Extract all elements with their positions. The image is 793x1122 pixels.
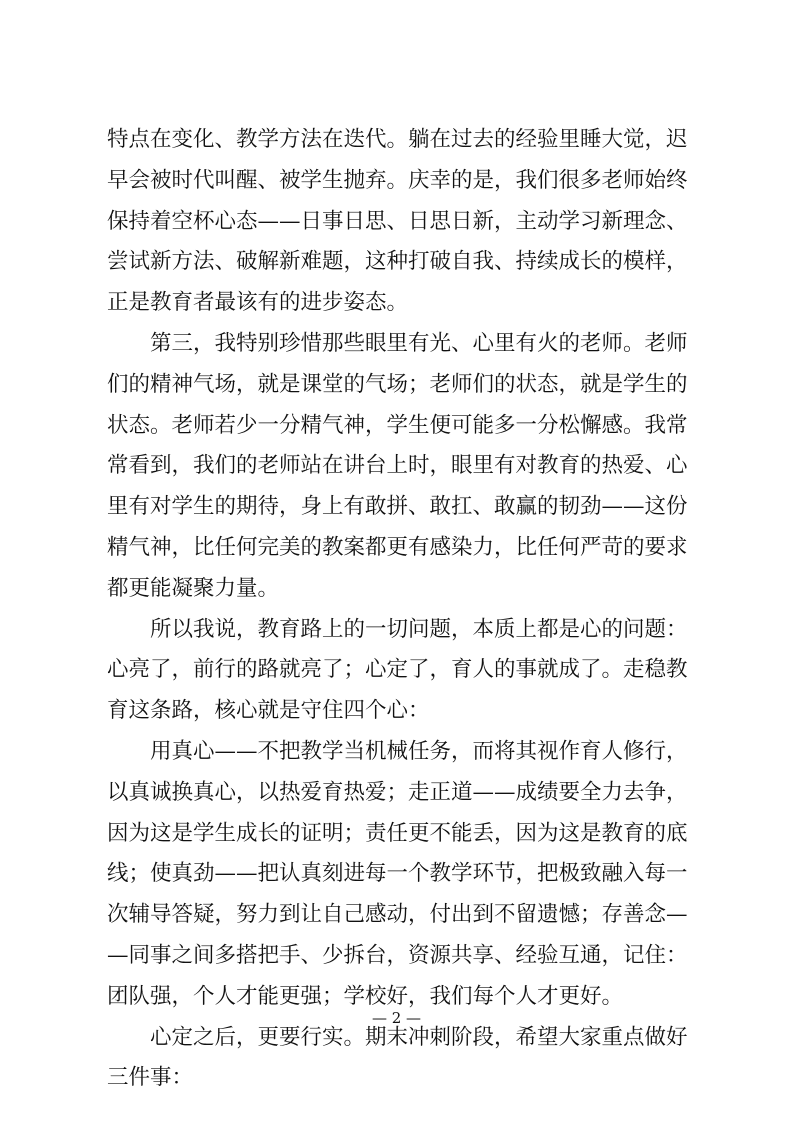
body-text xyxy=(107,120,687,1099)
text-line: 里有对学生的期待，身上有敢拼、敢扛、敢赢的韧劲——这份 xyxy=(107,494,688,520)
text-line: 所以我说，教育路上的一切问题，本质上都是心的问题： xyxy=(150,616,688,642)
text-line: —同事之间多搭把手、少拆台，资源共享、经验互通，记住： xyxy=(107,942,688,968)
text-line: 育这条路，核心就是守住四个心： xyxy=(107,698,430,724)
text-line: 正是教育者最该有的进步姿态。 xyxy=(107,290,409,316)
text-line: 特点在变化、教学方法在迭代。躺在过去的经验里睡大觉，迟 xyxy=(107,127,688,152)
text-line: 线；使真劲——把认真刻进每一个教学环节，把极致融入每一 xyxy=(107,861,688,887)
text-line: 因为这是学生成长的证明；责任更不能丢，因为这是教育的底 xyxy=(107,820,688,846)
text-line: 用真心——不把教学当机械任务，而将其视作育人修行， xyxy=(150,738,688,764)
text-line: 三件事： xyxy=(107,1065,194,1091)
text-line: 状态。老师若少一分精气神，学生便可能多一分松懈感。我常 xyxy=(107,412,688,438)
text-line: 早会被时代叫醒、被学生抛弃。庆幸的是，我们很多老师始终 xyxy=(107,167,688,193)
text-line: 第三，我特别珍惜那些眼里有光、心里有火的老师。老师 xyxy=(150,330,688,356)
text-line: 都更能凝聚力量。 xyxy=(107,575,280,601)
text-line: 精气神，比任何完美的教案都更有感染力，比任何严苛的要求 xyxy=(107,534,688,560)
page-number: — 2 — xyxy=(371,1009,422,1027)
text-line: 常看到，我们的老师站在讲台上时，眼里有对教育的热爱、心 xyxy=(107,453,688,479)
text-line: 保持着空杯心态——日事日思、日思日新，主动学习新理念、 xyxy=(107,208,688,234)
text-line: 以真诚换真心，以热爱育热爱；走正道——成绩要全力去争， xyxy=(107,779,688,805)
text-line: 尝试新方法、破解新难题，这种打破自我、持续成长的模样， xyxy=(107,249,688,275)
text-line: 们的精神气场，就是课堂的气场；老师们的状态，就是学生的 xyxy=(107,371,688,397)
text-line: 心亮了，前行的路就亮了；心定了，育人的事就成了。走稳教 xyxy=(107,657,688,683)
text-line: 心定之后，更要行实。期末冲刺阶段，希望大家重点做好 xyxy=(150,1024,688,1050)
text-line: 团队强，个人才能更强；学校好，我们每个人才更好。 xyxy=(107,983,624,1009)
text-line: 次辅导答疑，努力到让自己感动，付出到不留遗憾；存善念— xyxy=(107,902,688,928)
